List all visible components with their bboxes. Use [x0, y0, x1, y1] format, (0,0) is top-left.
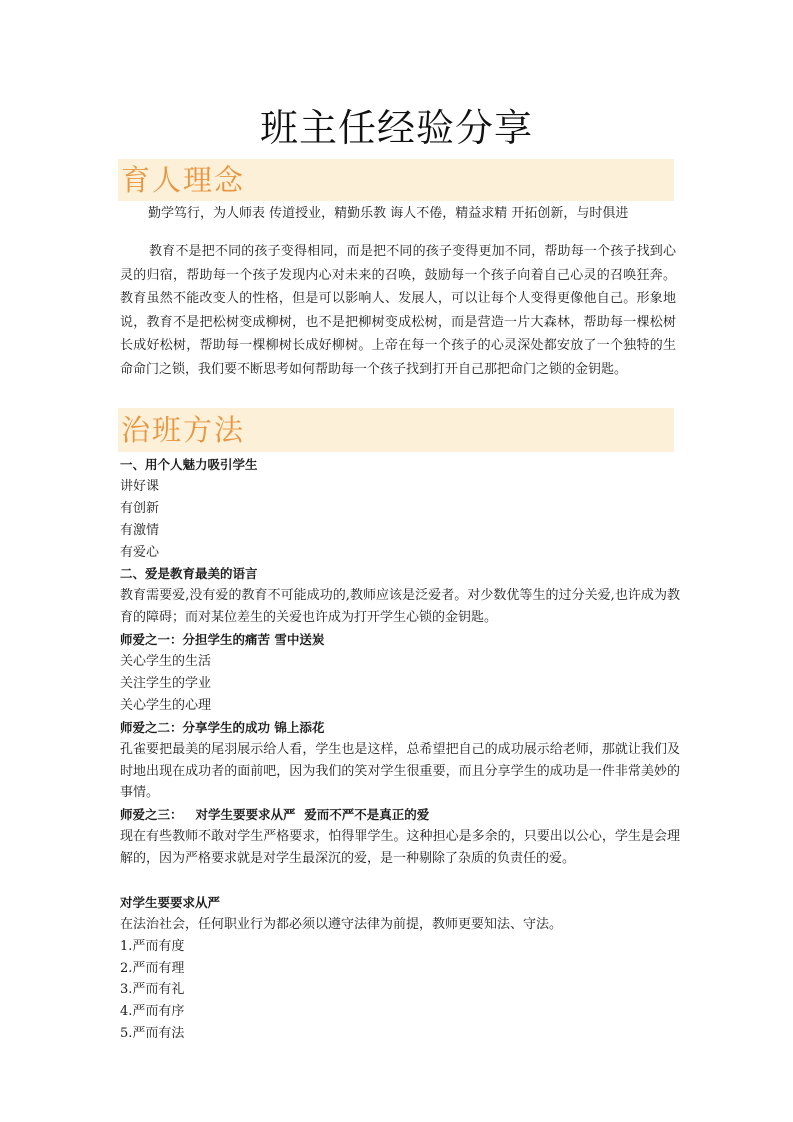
love1-item: 关注学生的学业	[120, 675, 212, 691]
philosophy-paragraph: 教育不是把不同的孩子变得相同，而是把不同的孩子变得更加不同，帮助每一个孩子找到心灵的归宿，帮助每一个孩子发现内心对未来的召唤，鼓励每一个孩子向着自己心灵的召唤狂奔。教育虽然不能改变人的性格，但是可以影响人、发展人，可以让每个人变得更像他自己。形象地说，教育不是把松树变成柳树，也不是把柳树变成松树，而是营造一片大森林，帮助每一棵松树长成好松树，帮助每一棵柳树长成好柳树。上帝在每一个孩子的心灵深处都安放了一个独特的生命命门之锁，我们要不断思考如何帮助每一个孩子找到打开自己那把命门之锁的金钥匙。	[120, 244, 676, 377]
strict-paragraph: 在法治社会，任何职业行为都必须以遵守法律为前提，教师更要知法、守法。	[120, 916, 563, 932]
strict-item: 1.严而有度	[120, 938, 185, 954]
point1-item: 讲好课	[120, 478, 160, 494]
love1-item: 关心学生的生活	[120, 654, 212, 670]
document-title: 班主任经验分享	[259, 106, 533, 150]
point1-item: 有爱心	[120, 544, 160, 560]
point1-item: 有创新	[120, 500, 160, 516]
point1-title: 一、用个人魅力吸引学生	[120, 457, 258, 472]
strict-item: 4.严而有序	[120, 1004, 185, 1020]
love1-item: 关心学生的心理	[120, 697, 212, 713]
love3-paragraph: 现在有些教师不敢对学生严格要求，怕得罪学生。这种担心是多余的，只要出以公心，学生是会理解的，因为严格要求就是对学生最深沉的爱，是一种剔除了杂质的负责任的爱。	[120, 829, 680, 867]
section-heading-philosophy: 育人理念	[118, 159, 674, 201]
strict-item: 2.严而有理	[120, 960, 185, 976]
love2-title: 师爱之二：分享学生的成功 锦上添花	[120, 719, 325, 735]
love2-paragraph: 孔雀要把最美的尾羽展示给人看，学生也是这样，总希望把自己的成功展示给老师，那就让我们及时地出现在成功者的面前吧，因为我们的笑对学生很重要，而且分享学生的成功是一件非常美妙的事情。	[120, 741, 680, 801]
point1-item: 有激情	[120, 522, 160, 538]
point2-title: 二、爱是教育最美的语言	[120, 566, 258, 582]
strict-title: 对学生要要求从严	[120, 894, 221, 910]
love1-title: 师爱之一：分担学生的痛苦 雪中送炭	[120, 632, 325, 648]
strict-item: 5.严而有法	[120, 1026, 185, 1042]
methods-content	[120, 454, 680, 1045]
section-heading-methods: 治班方法	[118, 408, 674, 452]
motto-line: 勤学笃行，为人师表 传道授业，精勤乐教 诲人不倦，精益求精 开拓创新，与时俱进	[148, 206, 629, 221]
love3-title: 师爱之三： 对学生要要求从严 爱而不严不是真正的爱	[120, 807, 430, 823]
point2-paragraph: 教育需要爱,没有爱的教育不可能成功的,教师应该是泛爱者。对少数优等生的过分关爱,也许成为教育的障碍；而对某位差生的关爱也许成为打开学生心锁的金钥匙。	[120, 588, 680, 626]
strict-item: 3.严而有礼	[120, 982, 185, 998]
blank-line	[120, 870, 680, 892]
